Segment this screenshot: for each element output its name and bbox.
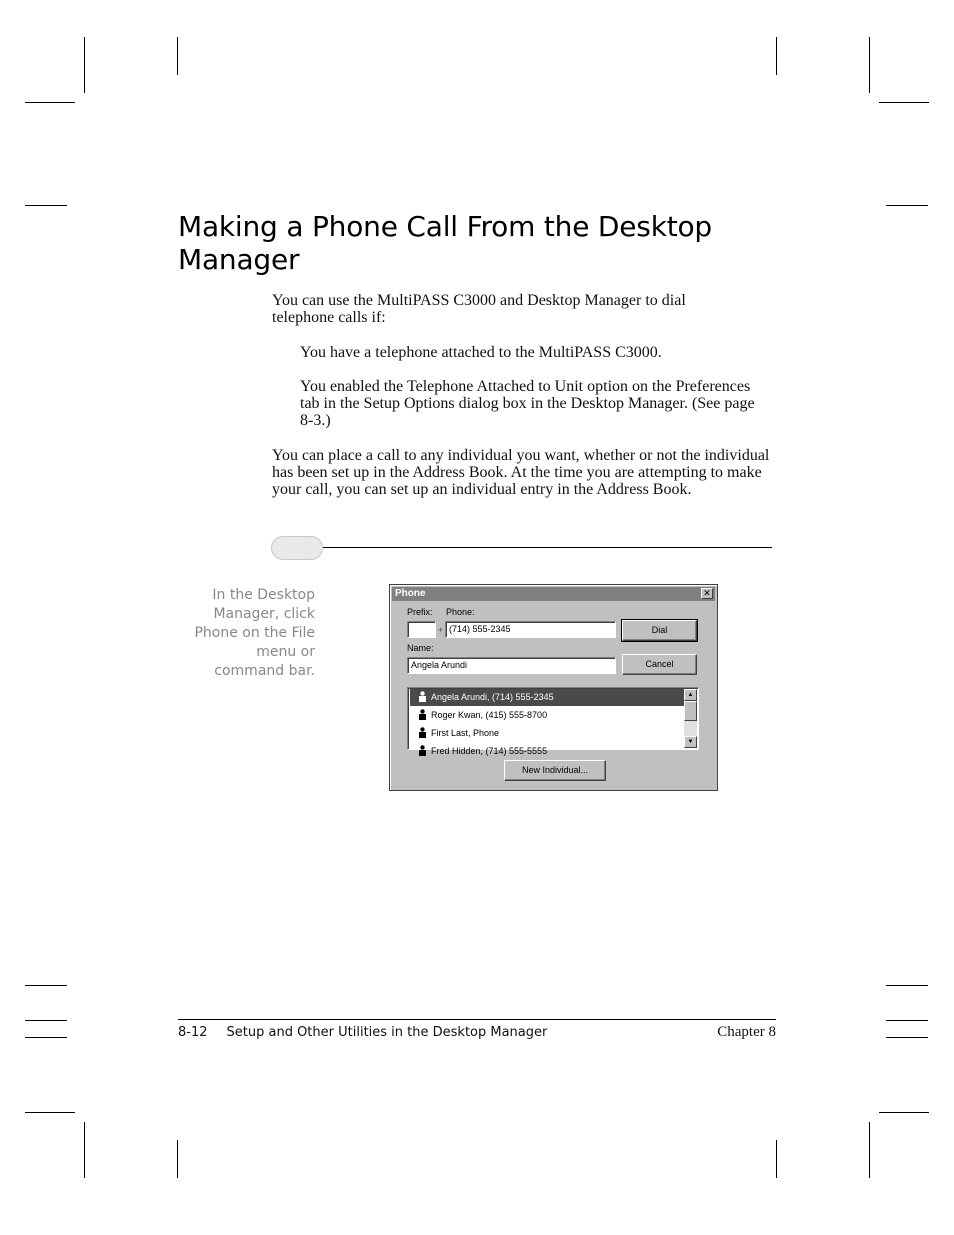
crop-mark	[25, 1020, 67, 1021]
scroll-up-icon[interactable]: ▲	[684, 689, 697, 701]
list-item[interactable]	[410, 707, 684, 724]
crop-mark	[776, 1140, 777, 1178]
scroll-thumb[interactable]	[684, 701, 697, 721]
list-item-label: Fred Hidden, (714) 555-5555	[431, 746, 548, 756]
dial-button[interactable]: Dial	[622, 620, 697, 641]
chapter-label: Chapter 8	[717, 1024, 776, 1040]
person-icon	[418, 727, 427, 738]
person-icon	[418, 745, 427, 756]
list-item[interactable]	[410, 743, 684, 760]
side-note: In the Desktop Manager, click Phone on the File menu or command bar.	[194, 587, 315, 679]
prefix-label: Prefix:	[407, 607, 433, 617]
condition-item: You enabled the Telephone Attached to Unit option on the Preferences tab in the Setup Options dialog box in the Desktop Manager. (See page 8-3.)	[300, 378, 755, 429]
crop-mark	[177, 1140, 178, 1178]
person-icon	[418, 709, 427, 720]
crop-mark	[879, 102, 929, 103]
crop-mark	[886, 205, 928, 206]
phone-field[interactable]: (714) 555-2345	[445, 621, 616, 638]
page-number: 8-12	[178, 1025, 208, 1040]
list-item-label: Roger Kwan, (415) 555-8700	[431, 710, 548, 720]
address-list[interactable]	[407, 687, 699, 756]
dialog-title: Phone	[395, 588, 426, 599]
crop-mark	[886, 1037, 928, 1038]
crop-mark	[25, 102, 75, 103]
crop-mark	[879, 1112, 929, 1113]
crop-mark	[25, 1112, 75, 1113]
dialog-title-bar	[392, 587, 715, 601]
crop-mark	[886, 985, 928, 986]
list-scrollbar[interactable]	[684, 689, 697, 748]
name-label: Name:	[407, 643, 434, 653]
list-item[interactable]	[410, 725, 684, 742]
page-title: Making a Phone Call From the Desktop Manager	[178, 210, 712, 276]
intro-paragraph: You can use the MultiPASS C3000 and Desktop Manager to dial telephone calls if:	[272, 292, 686, 326]
name-field[interactable]: Angela Arundi	[407, 657, 616, 674]
placing-call-paragraph: You can place a call to any individual you want, whether or not the individual has been set up in the Address Book. At the time you are attempting to make your call, you can set up an individual entry in the Address Book.	[272, 447, 770, 498]
crop-mark	[177, 37, 178, 75]
crop-mark	[25, 985, 67, 986]
footer-rule	[178, 1019, 776, 1020]
crop-mark	[886, 1020, 928, 1021]
prefix-field[interactable]	[407, 621, 436, 638]
cancel-button[interactable]: Cancel	[622, 654, 697, 675]
note-marker-icon	[271, 536, 323, 560]
footer-left	[178, 1024, 547, 1041]
crop-mark	[25, 1037, 67, 1038]
person-icon	[418, 691, 427, 702]
condition-item: You have a telephone attached to the MultiPASS C3000.	[300, 344, 662, 361]
crop-mark	[84, 37, 85, 93]
crop-mark	[869, 1122, 870, 1178]
phone-label: Phone:	[446, 607, 475, 617]
close-icon[interactable]: ✕	[701, 588, 713, 599]
crop-mark	[84, 1122, 85, 1178]
crop-mark	[776, 37, 777, 75]
new-individual-button[interactable]: New Individual...	[504, 760, 606, 781]
list-item[interactable]	[410, 689, 684, 706]
scroll-down-icon[interactable]: ▼	[684, 736, 697, 748]
list-item-label: Angela Arundi, (714) 555-2345	[431, 692, 554, 702]
plus-sign: +	[438, 625, 444, 635]
list-item-label: First Last, Phone	[431, 728, 500, 738]
crop-mark	[25, 205, 67, 206]
section-title: Setup and Other Utilities in the Desktop Manager	[226, 1025, 548, 1040]
note-divider	[323, 547, 772, 548]
phone-dialog	[389, 584, 718, 791]
crop-mark	[869, 37, 870, 93]
